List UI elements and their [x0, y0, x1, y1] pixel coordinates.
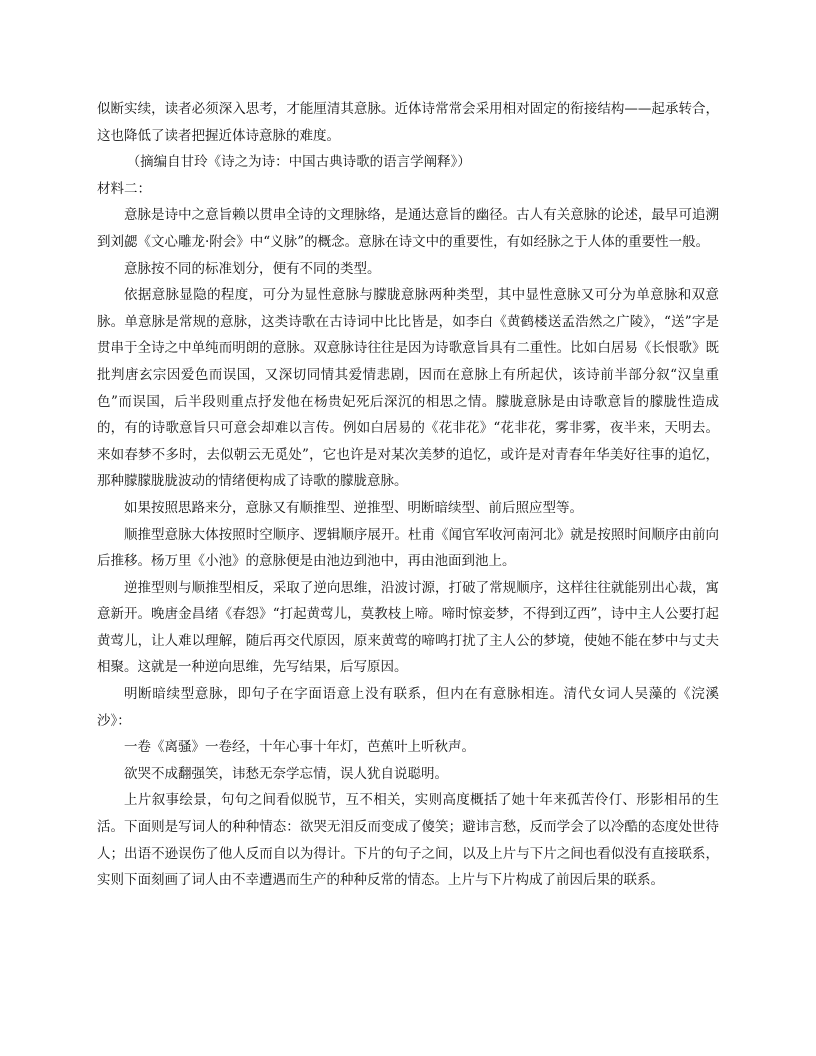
paragraph: 意脉按不同的标准划分，便有不同的类型。 [124, 260, 381, 277]
paragraph: 如果按照思路来分，意脉又有顺推型、逆推型、明断暗续型、前后照应型等。 [124, 499, 583, 516]
poem-line: 一卷《离骚》一卷经，十年心事十年灯，芭蕉叶上听秋声。 [124, 739, 475, 756]
paragraph: 逆推型则与顺推型相反，采取了逆向思维，沿波讨源，打破了常规顺序，这样往往就能别出心裁，寓意新开。晚唐金昌绪《春怨》“打起黄莺儿，莫教枝上啼。啼时惊妾梦，不得到辽西”，诗中主人公要打起黄莺儿，让人难以理解，随后再交代原因，原来黄莺的啼鸣打扰了主人公的梦境，使她不能在梦中与丈夫相聚。这就是一种逆向思维，先写结果，后写原因。 [97, 579, 719, 676]
paragraph: 意脉是诗中之意旨赖以贯串全诗的文理脉络，是通达意旨的幽径。古人有关意脉的论述，最早可追溯到刘勰《文心雕龙·附会》中“义脉”的概念。意脉在诗文中的重要性，有如经脉之于人体的重要性一般。 [97, 207, 719, 250]
paragraph: 顺推型意脉大体按照时空顺序、逻辑顺序展开。杜甫《闻官军收河南河北》就是按照时间顺序由前向后推移。杨万里《小池》的意脉便是由池边到池中，再由池面到池上。 [97, 526, 719, 570]
source-citation: （摘编自甘玲《诗之为诗：中国古典诗歌的语言学阐释》） [126, 154, 471, 171]
paragraph: 上片叙事绘景，句句之间看似脱节，互不相关，实则高度概括了她十年来孤苦伶仃、形影相吊的生活。下面则是写词人的种种情态：欲哭无泪反而变成了傻笑；避讳言愁，反而学会了以冷酷的态度处世待人；出语不逊误伤了他人反而自以为得计。下片的句子之间，以及上片与下片之间也看似没有直接联系，实则下面刻画了词人由不幸遭遇而生产的种种反常的情态。上片与下片构成了前因后果的联系。 [97, 792, 719, 889]
paragraph-continuation: 似断实续，读者必须深入思考，才能厘清其意脉。近体诗常常会采用相对固定的衔接结构——起承转合，这也降低了读者把握近体诗意脉的难度。 [97, 101, 719, 144]
section-heading-material-two: 材料二： [97, 180, 151, 197]
paragraph: 依据意脉显隐的程度，可分为显性意脉与朦胧意脉两种类型，其中显性意脉又可分为单意脉和双意脉。单意脉是常规的意脉，这类诗歌在古诗词中比比皆是，如李白《黄鹤楼送孟浩然之广陵》，“送”字是贯串于全诗之中单纯而明朗的意脉。双意脉诗往往是因为诗歌意旨具有二重性。比如白居易《长恨歌》既批判唐玄宗因爱色而误国，又深切同情其爱情悲剧，因而在意脉上有所起伏，该诗前半部分叙“汉皇重色”而误国，后半段则重点抒发他在杨贵妃死后深沉的相思之情。朦胧意脉是由诗歌意旨的朦胧性造成的，有的诗歌意旨只可意会却难以言传。例如白居易的《花非花》“花非花，雾非雾，夜半来，天明去。来如春梦不多时，去似朝云无觅处”，它也许是对某次美梦的追忆，或许是对青春年华美好往事的追忆，那种朦朦胧胧波动的情绪便构成了诗歌的朦胧意脉。 [97, 287, 719, 490]
poem-line: 欲哭不成翻强笑，讳愁无奈学忘情，误人犹自说聪明。 [124, 765, 448, 782]
paragraph: 明断暗续型意脉，即句子在字面语意上没有联系，但内在有意脉相连。清代女词人吴藻的《浣溪沙》： [97, 686, 719, 729]
document-body [97, 96, 719, 894]
